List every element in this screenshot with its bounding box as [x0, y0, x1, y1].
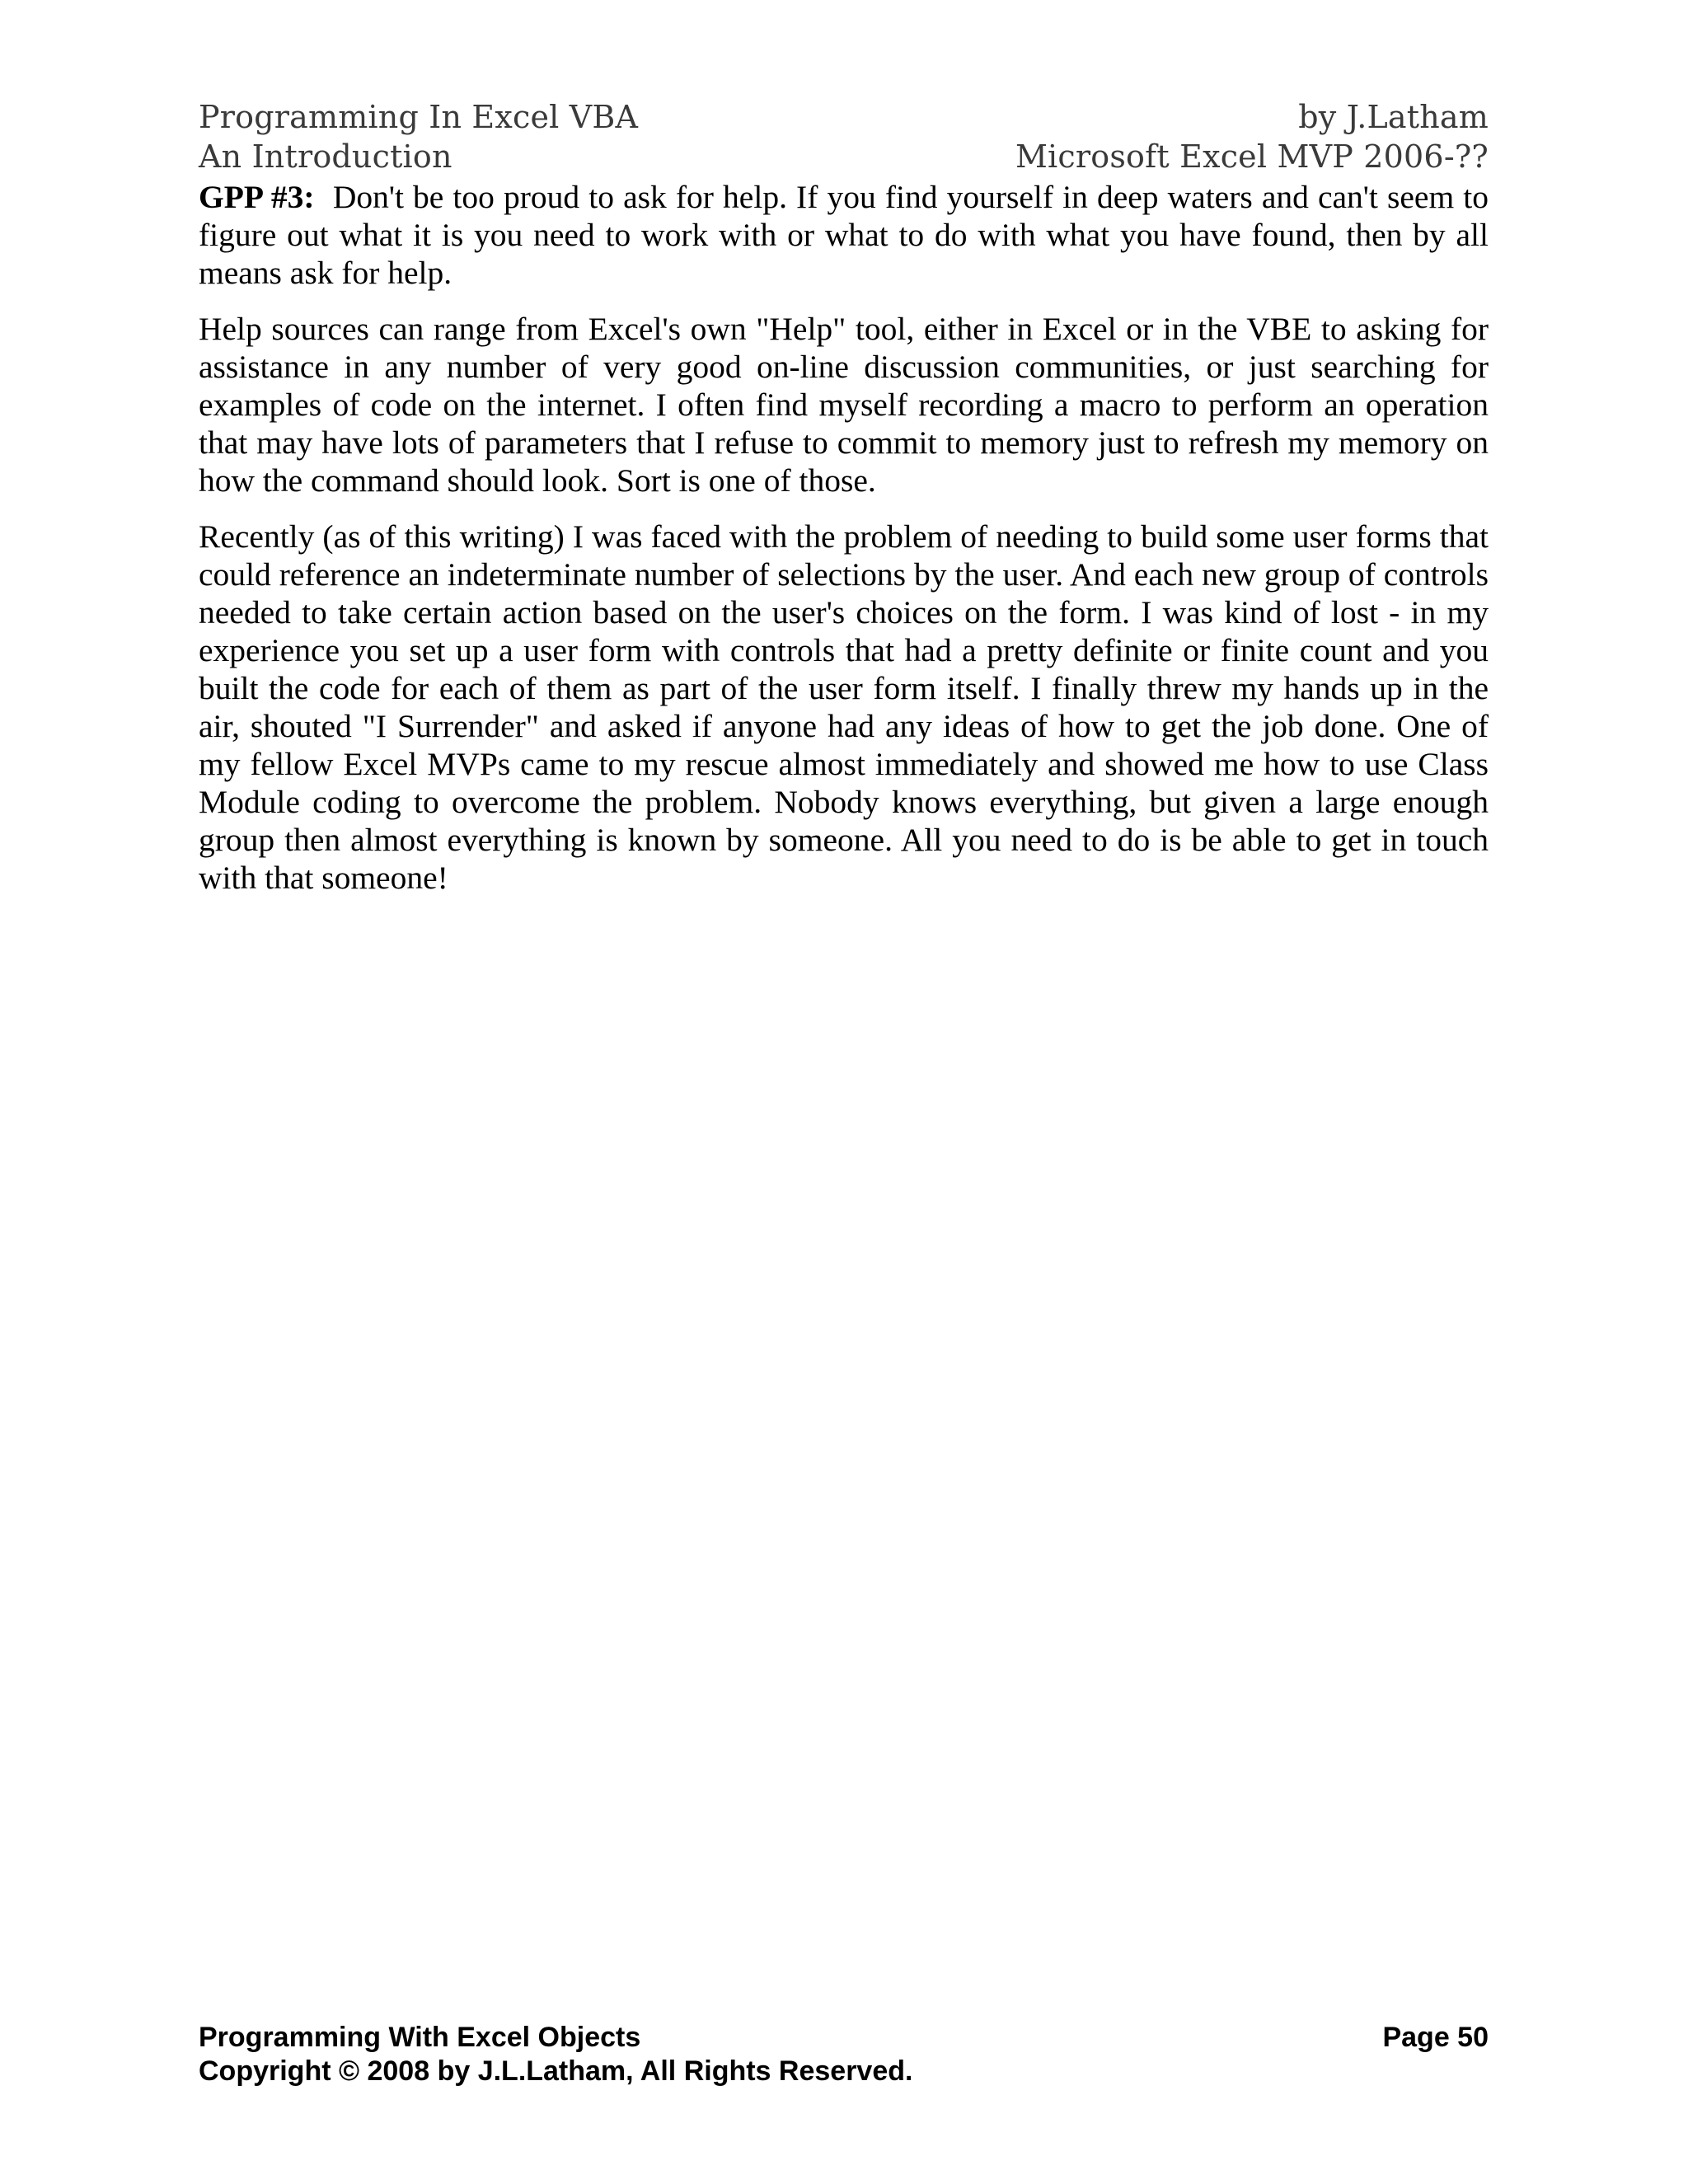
- page-header: [199, 97, 1489, 176]
- page-body: [199, 178, 1489, 915]
- paragraph-help-sources: Help sources can range from Excel's own "Help" tool, either in Excel or in the VBE to asking for assistance in any number of very good on-line discussion communities, or just searching for examples of code on the internet. I often find myself recording a macro to perform an operation that may have lots of parameters that I refuse to commit to memory just to refresh my memory on how the command should look. Sort is one of those.: [199, 311, 1489, 499]
- footer-copyright: Copyright © 2008 by J.L.Latham, All Rights Reserved.: [199, 2055, 913, 2087]
- header-row-bottom: [199, 137, 1489, 176]
- gpp-label: GPP #3:: [199, 179, 315, 215]
- header-credential: Microsoft Excel MVP 2006-??: [1015, 138, 1489, 175]
- paragraph-recently: Recently (as of this writing) I was faced with the problem of needing to build some user forms that could reference an indeterminate number of selections by the user. And each new group of controls needed to take certain action based on the user's choices on the form. I was kind of lost - in my experience you set up a user form with controls that had a pretty definite or finite count and you built the code for each of them as part of the user form itself. I finally threw my hands up in the air, shouted "I Surrender" and asked if anyone had any ideas of how to get the job done. One of my fellow Excel MVPs came to my rescue almost immediately and showed me how to use Class Module coding to overcome the problem. Nobody knows everything, but given a large enough group then almost everything is known by someone. All you need to do is be able to get in touch with that someone!: [199, 518, 1489, 896]
- gpp-text: Don't be too proud to ask for help. If you find yourself in deep waters and can't seem to figure out what it is you need to work with or what to do with what you have found, then by all means ask for help.: [199, 179, 1489, 291]
- footer-row-top: [199, 2021, 1489, 2055]
- footer-page-number: Page 50: [1382, 2022, 1489, 2053]
- paragraph-gpp: [199, 178, 1489, 292]
- footer-row-bottom: [199, 2055, 1489, 2088]
- footer-book-title: Programming With Excel Objects: [199, 2022, 641, 2053]
- header-subtitle: An Introduction: [199, 138, 452, 175]
- page-footer: [199, 2021, 1489, 2088]
- header-title: Programming In Excel VBA: [199, 99, 639, 135]
- header-row-top: [199, 97, 1489, 137]
- header-author: by J.Latham: [1298, 99, 1489, 135]
